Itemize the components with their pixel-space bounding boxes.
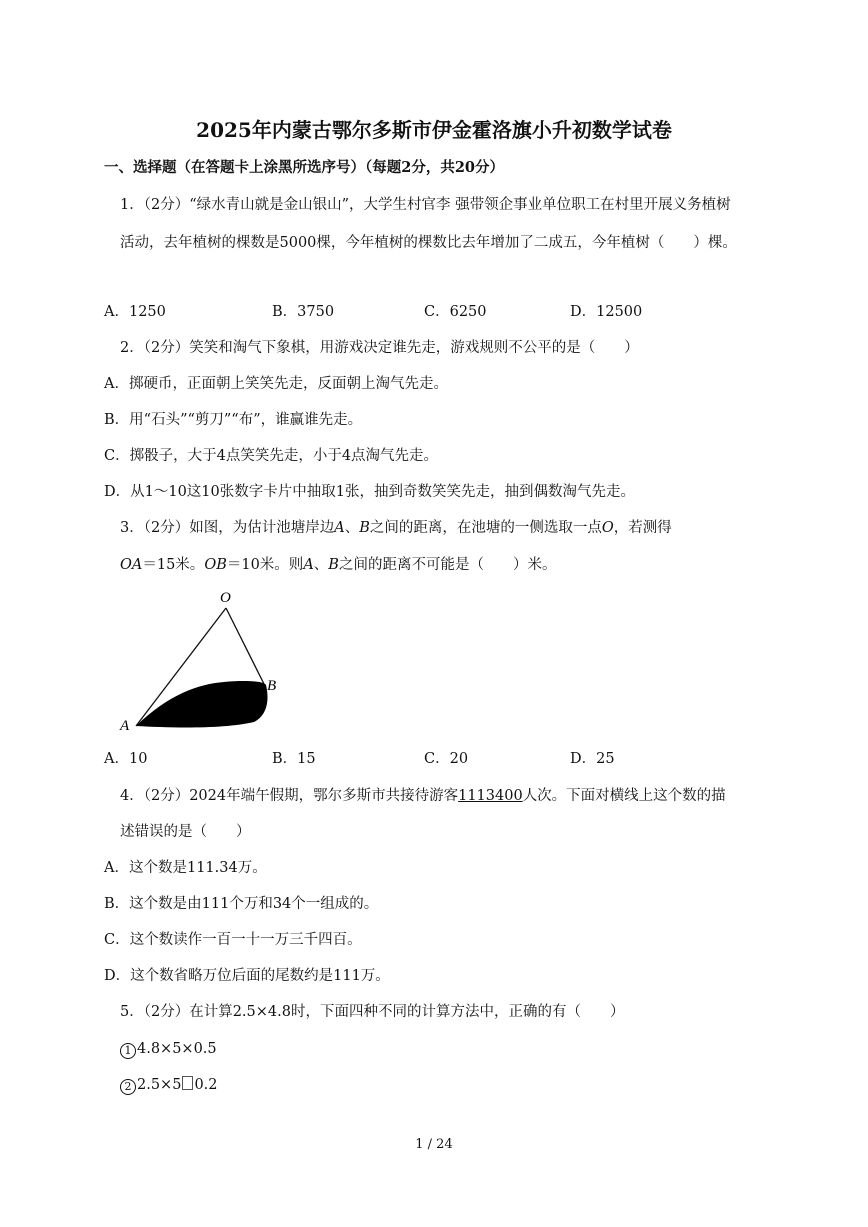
q5-method-2: 2 2.5×5 0.2 [120, 1075, 218, 1095]
line-ob [226, 608, 264, 684]
section-heading-choice: 一、选择题（在答题卡上涂黑所选序号）（每题2分，共20分） [104, 159, 505, 176]
q2-option-d: D．从1～10这10张数字卡片中抽取1张，抽到奇数笑笑先走，抽到偶数淘气先走。 [104, 484, 635, 500]
q3-option-d: D．25 [570, 751, 615, 767]
q4-stem-line2: 述错误的是（ ） [120, 824, 251, 840]
q4-option-b: B．这个数是由111个万和34个一组成的。 [104, 896, 379, 912]
q1-option-b: B．3750 [272, 304, 335, 320]
q4-stem-line1: 4．（2分）2024年端午假期，鄂尔多斯市共接待游客1113400人次。下面对横线上这个数的描 [120, 788, 726, 804]
q3-stem-line1: 3．（2分）如图，为估计池塘岸边A、B之间的距离，在池塘的一侧选取一点O，若测得 [120, 520, 672, 536]
q3-stem-line2: OA＝15米。OB＝10米。则A、B之间的距离不可能是（ ）米。 [120, 557, 557, 573]
label-point-a: A [120, 718, 130, 734]
label-point-b: B [267, 678, 277, 694]
document-title: 2025年内蒙古鄂尔多斯市伊金霍洛旗小升初数学试卷 [196, 118, 672, 142]
q4-option-c: C．这个数读作一百一十一万三千四百。 [104, 932, 362, 948]
q2-option-b: B．用“石头”“剪刀”“布”，谁赢谁先走。 [104, 412, 363, 428]
q4-option-a: A．这个数是111.34万。 [104, 860, 267, 876]
underlined-number: 1113400 [458, 788, 523, 804]
q1-option-d: D．12500 [570, 304, 643, 320]
circled-number-2: 2 [120, 1079, 136, 1095]
q2-option-a: A．掷硬币，正面朝上笑笑先走，反面朝上淘气先走。 [104, 376, 448, 392]
q1-stem-line1: 1．（2分）“绿水青山就是金山银山”，大学生村官李 强带领企事业单位职工在村里开展义务植树 [120, 197, 731, 213]
label-point-o: O [220, 590, 231, 606]
q5-stem: 5．（2分）在计算2.5×4.8时，下面四种不同的计算方法中，正确的有（ ） [120, 1004, 625, 1020]
pond-shape [136, 681, 268, 727]
q1-stem-line2: 活动，去年植树的棵数是5000棵，今年植树的棵数比去年增加了二成五，今年植树（ ）棵。 [120, 235, 737, 251]
q2-option-c: C．掷骰子，大于4点笑笑先走，小于4点淘气先走。 [104, 448, 439, 464]
q3-option-c: C．20 [424, 751, 469, 767]
q2-stem: 2．（2分）笑笑和淘气下象棋，用游戏决定谁先走，游戏规则不公平的是（ ） [120, 340, 639, 356]
missing-symbol-box [182, 1076, 193, 1090]
q1-option-a: A．1250 [104, 304, 166, 320]
circled-number-1: 1 [120, 1043, 136, 1059]
page-number: 1 / 24 [415, 1137, 453, 1152]
q3-option-b: B．15 [272, 751, 316, 767]
q3-option-a: A．10 [104, 751, 148, 767]
pond-triangle-diagram [114, 584, 294, 734]
q5-method-1: 1 4.8×5×0.5 [120, 1039, 217, 1059]
q4-option-d: D．这个数省略万位后面的尾数约是111万。 [104, 968, 390, 984]
q1-option-c: C．6250 [424, 304, 487, 320]
